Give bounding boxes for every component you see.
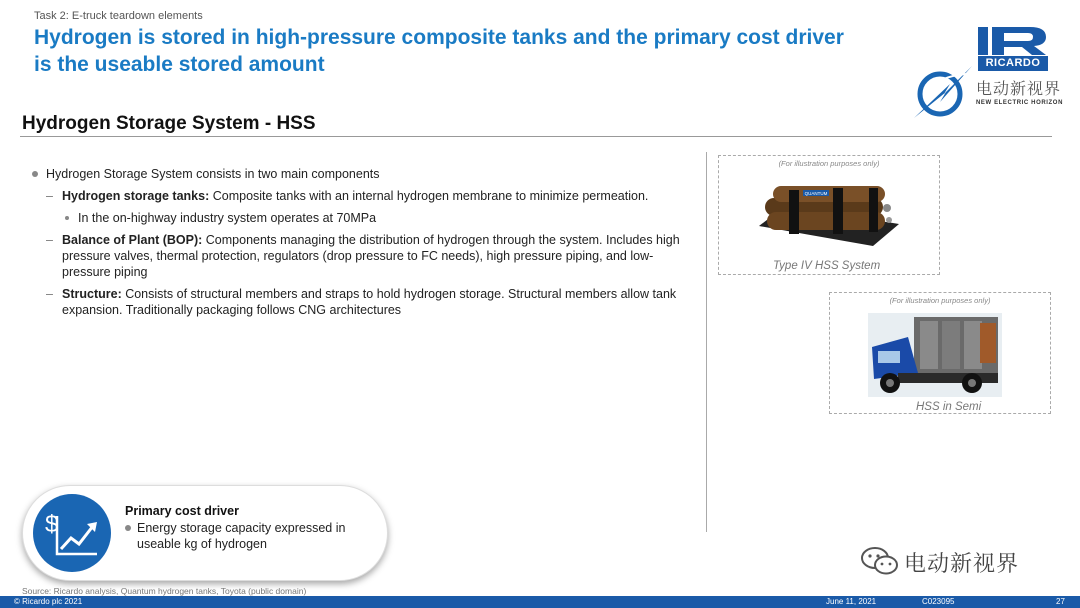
footer-bar	[0, 596, 1080, 608]
bop-label: Balance of Plant (BOP):	[62, 233, 203, 247]
tanks-text: Composite tanks with an internal hydrogen membrane to minimize permeation.	[209, 189, 649, 203]
vertical-divider	[706, 152, 707, 532]
cost-driver-title: Primary cost driver	[125, 504, 239, 518]
section-divider	[20, 136, 1052, 137]
cost-circle	[33, 494, 111, 572]
section-title: Hydrogen Storage System - HSS	[22, 113, 316, 134]
task-label: Task 2: E-truck teardown elements	[34, 10, 203, 22]
bullet-intro	[30, 166, 680, 182]
neh-chinese-name: 电动新视界	[976, 79, 1062, 98]
title-line-1: Hydrogen is stored in high-pressure composite tanks and the primary cost driver	[34, 26, 844, 49]
hss-tank-image	[753, 176, 903, 254]
caption-hss-semi: HSS in Semi	[916, 401, 982, 413]
footer-code: C023095	[922, 597, 955, 606]
bullet-tanks	[30, 188, 680, 204]
intro-text: Hydrogen Storage System consists in two main components	[46, 167, 380, 181]
bullet-tanks-sub	[30, 210, 680, 226]
svg-text:$: $	[45, 511, 59, 538]
source-note: Source: Ricardo analysis, Quantum hydrogen tanks, Toyota (public domain)	[22, 586, 307, 596]
cost-driver-text: Energy storage capacity expressed in useable kg of hydrogen	[137, 520, 377, 552]
tanks-sub-text: In the on-highway industry system operates at 70MPa	[78, 211, 377, 225]
primary-cost-driver-callout	[22, 485, 388, 581]
footer-date: June 11, 2021	[826, 597, 877, 606]
structure-label: Structure:	[62, 287, 122, 301]
bullet-content	[30, 166, 680, 324]
ricardo-wordmark: RICARDO	[978, 56, 1048, 71]
illustration-note-2: (For illustration purposes only)	[889, 296, 991, 305]
bop-text: Components managing the distribution of hydrogen through the system. Includes high pressure valves, thermal protection, regulators (drop pressure to FC needs), high pressure piping, and low-pressure piping	[62, 233, 680, 279]
tanks-label: Hydrogen storage tanks:	[62, 189, 210, 203]
ricardo-mark-icon	[978, 27, 1048, 57]
tank-brand-label: QUANTUM	[804, 191, 828, 196]
caption-type-iv: Type IV HSS System	[773, 260, 881, 272]
footer-copyright: © Ricardo plc 2021	[14, 597, 83, 606]
bullet-structure	[30, 286, 680, 318]
watermark-text: 电动新视界	[904, 552, 1020, 577]
page-title	[34, 24, 914, 78]
illustration-type-iv-hss	[718, 155, 940, 275]
lightning-globe-icon	[910, 62, 976, 120]
bullet-bop	[30, 232, 680, 280]
dollar-growth-chart-icon	[33, 494, 111, 572]
illustration-hss-semi	[829, 292, 1051, 414]
neh-english-name: NEW ELECTRIC HORIZON	[976, 100, 1063, 106]
structure-text: Consists of structural members and straps to hold hydrogen storage. Structural members allow tank expansion. Traditionally packaging follows CNG architectures	[62, 287, 677, 317]
hss-semi-truck-image	[868, 313, 1002, 397]
wechat-watermark	[860, 546, 1050, 576]
illustration-note: (For illustration purposes only)	[778, 159, 880, 168]
title-line-2: is the useable stored amount	[34, 53, 325, 76]
wechat-icon	[860, 546, 900, 576]
footer-page-number: 27	[1056, 597, 1065, 606]
new-electric-horizon-logo	[910, 62, 1070, 120]
